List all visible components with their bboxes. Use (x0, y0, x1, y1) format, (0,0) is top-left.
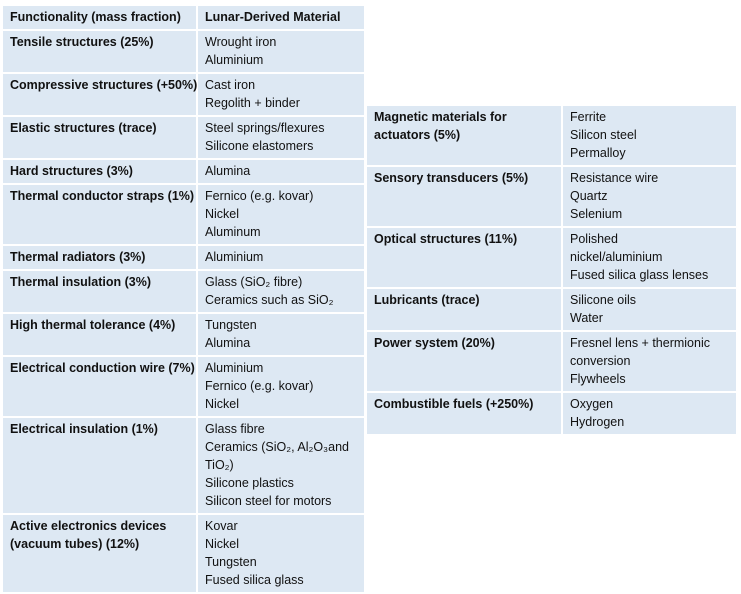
functionality-cell (367, 392, 562, 435)
functionality-cell (367, 288, 562, 331)
functionality-text: Thermal conductor straps (1%) (10, 189, 195, 203)
material-cell (197, 73, 365, 116)
material-text: Resistance wire (570, 171, 659, 185)
table-row (3, 417, 365, 514)
material-text: Oxygen (570, 397, 614, 411)
table-row (367, 227, 737, 288)
functionality-cell (3, 356, 197, 417)
material-cell (197, 116, 365, 159)
material-text: Glass fibre (205, 422, 265, 436)
material-text: Steel springs/flexures (205, 121, 325, 135)
functionality-cell (3, 245, 197, 270)
functionality-cell (3, 116, 197, 159)
table-row (367, 166, 737, 227)
material-cell (197, 30, 365, 73)
table-row (3, 73, 365, 116)
functionality-text: Sensory transducers (5%) (374, 171, 529, 185)
material-text: Hydrogen (570, 415, 625, 429)
table-row (3, 514, 365, 593)
functionality-cell (3, 30, 197, 73)
material-text: Silicone oils (570, 293, 637, 307)
functionality-text: Optical structures (11%) (374, 232, 518, 246)
functionality-text: Thermal insulation (3%) (10, 275, 151, 289)
material-text: Aluminium (205, 250, 264, 264)
material-cell (197, 514, 365, 593)
functionality-text: (vacuum tubes) (12%) (10, 537, 140, 551)
material-text: Aluminum (205, 225, 261, 239)
functionality-text: Thermal radiators (3%) (10, 250, 146, 264)
material-text: Tungsten (205, 555, 257, 569)
material-cell (197, 313, 365, 356)
material-text: Silicon steel (570, 128, 637, 142)
functionality-cell (3, 184, 197, 245)
functionality-cell (3, 159, 197, 184)
material-text: Nickel (205, 537, 240, 551)
table-row (3, 116, 365, 159)
material-text: Silicone elastomers (205, 139, 314, 153)
material-text: conversion (570, 354, 631, 368)
material-cell (197, 184, 365, 245)
functionality-text: Compressive structures (+50%) (10, 78, 198, 92)
material-text: Cast iron (205, 78, 256, 92)
material-text: Fused silica glass lenses (570, 268, 709, 282)
functionality-cell (3, 313, 197, 356)
functionality-text: Tensile structures (25%) (10, 35, 154, 49)
material-text: nickel/aluminium (570, 250, 663, 264)
functionality-text: Electrical insulation (1%) (10, 422, 158, 436)
material-cell (562, 106, 737, 166)
left-table (3, 6, 366, 594)
table-row (3, 245, 365, 270)
material-text: Selenium (570, 207, 623, 221)
header-material: Lunar-Derived Material (197, 6, 365, 30)
material-text: Fernico (e.g. kovar) (205, 189, 314, 203)
header-row (3, 6, 365, 30)
material-cell (562, 288, 737, 331)
material-text: Flywheels (570, 372, 626, 386)
table-row (367, 106, 737, 166)
material-text: Fresnel lens + thermionic (570, 336, 710, 350)
functionality-text: Lubricants (trace) (374, 293, 480, 307)
table-row (3, 356, 365, 417)
table-row (3, 270, 365, 313)
table-row (3, 159, 365, 184)
functionality-cell (3, 270, 197, 313)
functionality-text: Electrical conduction wire (7%) (10, 361, 195, 375)
material-text: Silicone plastics (205, 476, 294, 490)
material-cell (197, 159, 365, 184)
material-text: Wrought iron (205, 35, 277, 49)
material-cell (562, 392, 737, 435)
material-text: Aluminium (205, 53, 264, 67)
material-text: Glass (SiO₂ fibre) (205, 275, 303, 289)
material-text: Kovar (205, 519, 238, 533)
material-text: Fernico (e.g. kovar) (205, 379, 314, 393)
material-text: TiO₂) (205, 458, 234, 472)
right-table (367, 106, 738, 436)
functionality-cell (367, 106, 562, 166)
functionality-text: High thermal tolerance (4%) (10, 318, 176, 332)
functionality-text: Magnetic materials for (374, 110, 507, 124)
material-text: Alumina (205, 164, 251, 178)
functionality-text: Hard structures (3%) (10, 164, 133, 178)
material-text: Nickel (205, 207, 240, 221)
functionality-text: actuators (5%) (374, 128, 461, 142)
material-cell (197, 270, 365, 313)
material-text: Regolith + binder (205, 96, 300, 110)
table-row (3, 30, 365, 73)
material-cell (197, 245, 365, 270)
functionality-cell (3, 417, 197, 514)
functionality-text: Combustible fuels (+250%) (374, 397, 534, 411)
material-text: Ceramics such as SiO₂ (205, 293, 334, 307)
material-cell (562, 227, 737, 288)
table-row (367, 288, 737, 331)
functionality-text: Active electronics devices (10, 519, 167, 533)
table-row (3, 184, 365, 245)
material-text: Ferrite (570, 110, 607, 124)
material-text: Quartz (570, 189, 608, 203)
functionality-cell (3, 514, 197, 593)
table-row (367, 331, 737, 392)
material-text: Silicon steel for motors (205, 494, 332, 508)
functionality-cell (367, 227, 562, 288)
material-text: Polished (570, 232, 618, 246)
functionality-cell (3, 73, 197, 116)
material-cell (562, 331, 737, 392)
functionality-text: Power system (20%) (374, 336, 495, 350)
functionality-cell (367, 331, 562, 392)
material-cell (197, 356, 365, 417)
material-text: Water (570, 311, 603, 325)
material-text: Ceramics (SiO₂, Al₂O₃and (205, 440, 350, 454)
table-row (3, 313, 365, 356)
material-text: Aluminium (205, 361, 264, 375)
material-text: Tungsten (205, 318, 257, 332)
material-cell (562, 166, 737, 227)
table-row (367, 392, 737, 435)
functionality-cell (367, 166, 562, 227)
material-text: Permalloy (570, 146, 626, 160)
header-functionality: Functionality (mass fraction) (3, 6, 197, 30)
material-text: Nickel (205, 397, 240, 411)
functionality-text: Elastic structures (trace) (10, 121, 157, 135)
material-text: Alumina (205, 336, 251, 350)
material-cell (197, 417, 365, 514)
material-text: Fused silica glass (205, 573, 304, 587)
